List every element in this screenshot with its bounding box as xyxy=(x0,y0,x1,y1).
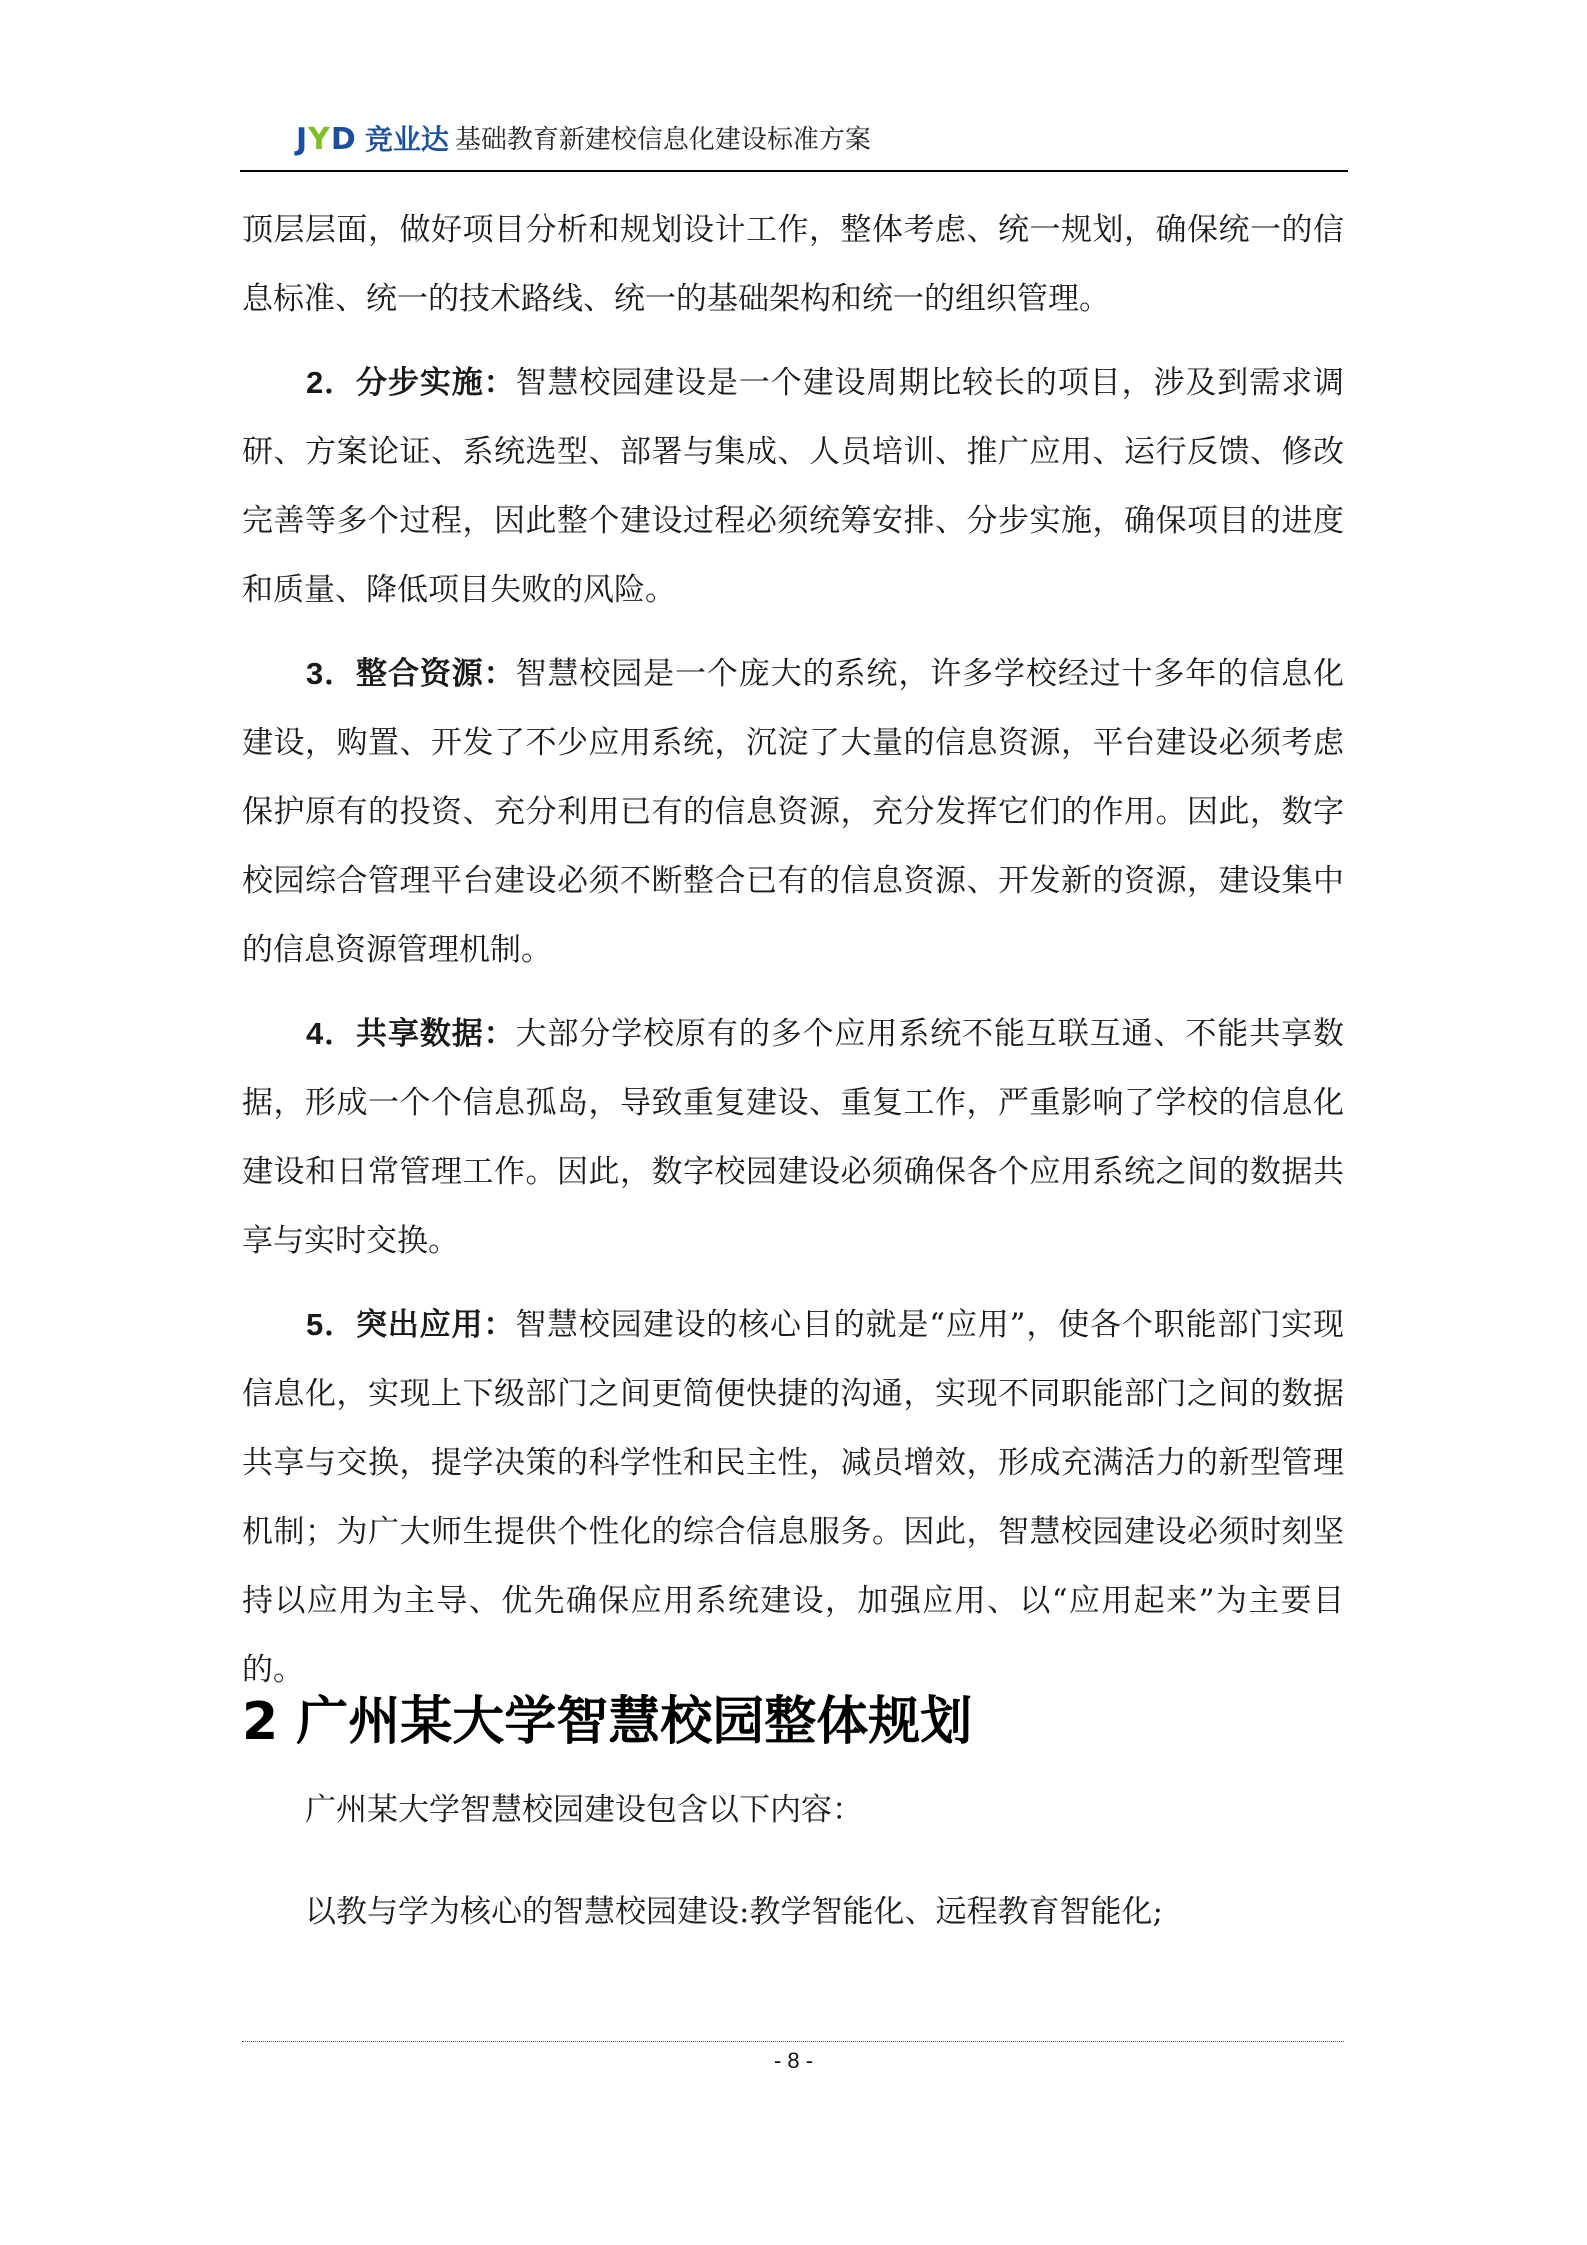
company-logo xyxy=(296,120,871,160)
logo-jyd xyxy=(296,120,357,160)
section-heading: 2 广州某大学智慧校园整体规划 xyxy=(242,1692,973,1752)
page-number: - 8 - xyxy=(773,2048,814,2073)
principle-label: ．分步实施： xyxy=(323,365,516,401)
section-content-line: 以教与学为核心的智慧校园建设:教学智能化、远程教育智能化; xyxy=(305,1894,1163,1930)
principle-item-3 xyxy=(242,639,1344,985)
logo-letter-y: Y xyxy=(308,122,331,157)
principle-label: ．共享数据： xyxy=(323,1016,516,1052)
section-intro: 广州某大学智慧校园建设包含以下内容： xyxy=(305,1792,863,1828)
principle-lead xyxy=(306,656,516,692)
document-title: 基础教育新建校信息化建设标准方案 xyxy=(454,125,871,155)
logo-letter-j: J xyxy=(296,122,309,157)
header-divider xyxy=(240,170,1348,172)
page-body xyxy=(242,196,1344,1705)
principle-text: 智慧校园是一个庞大的系统，许多学校经过十多年的信息化建设，购置、开发了不少应用系统，沉淀了大量的信息资源，平台建设必须考虑保护原有的投资、充分利用已有的信息资源，充分发挥它们的作用。因此，数字校园综合管理平台建设必须不断整合已有的信息资源、开发新的资源，建设集中的信息资源管理机制。 xyxy=(242,656,1345,968)
principle-lead xyxy=(306,1016,516,1052)
logo-chinese-name: 竞业达 xyxy=(364,123,449,156)
principle-text: 智慧校园建设是一个建设周期比较长的项目，涉及到需求调研、方案论证、系统选型、部署与集成、人员培训、推广应用、运行反馈、修改完善等多个过程，因此整个建设过程必须统筹安排、分步实施，确保项目的进度和质量、降低项目失败的风险。 xyxy=(242,365,1345,608)
principle-lead xyxy=(306,1307,515,1343)
paragraph-continuation: 顶层层面，做好项目分析和规划设计工作，整体考虑、统一规划，确保统一的信息标准、统一的技术路线、统一的基础架构和统一的组织管理。 xyxy=(242,212,1344,317)
footer-divider xyxy=(242,2041,1344,2042)
page-header xyxy=(240,112,1348,172)
principle-item-5 xyxy=(242,1290,1344,1705)
principle-number: 3 xyxy=(306,656,324,691)
principle-item-2 xyxy=(242,348,1344,625)
principle-number: 4 xyxy=(306,1016,324,1051)
principle-text: 智慧校园建设的核心目的就是“应用”，使各个职能部门实现信息化，实现上下级部门之间更简便快捷的沟通，实现不同职能部门之间的数据共享与交换，提学决策的科学性和民主性，减员增效，形成充满活力的新型管理机制；为广大师生提供个性化的综合信息服务。因此，智慧校园建设必须时刻坚持以应用为主导、优先确保应用系统建设，加强应用、以“应用起来”为主要目的。 xyxy=(242,1307,1344,1688)
logo-letter-d: D xyxy=(330,122,357,157)
principle-label: ．整合资源： xyxy=(323,656,516,692)
principle-label: ．突出应用： xyxy=(323,1307,516,1343)
principle-item-4 xyxy=(242,999,1344,1276)
principle-text: 大部分学校原有的多个应用系统不能互联互通、不能共享数据，形成一个个信息孤岛，导致重复建设、重复工作，严重影响了学校的信息化建设和日常管理工作。因此，数字校园建设必须确保各个应用系统之间的数据共享与实时交换。 xyxy=(242,1016,1345,1259)
principle-number: 5 xyxy=(306,1307,324,1342)
principle-lead xyxy=(306,365,516,401)
principle-number: 2 xyxy=(306,365,324,400)
